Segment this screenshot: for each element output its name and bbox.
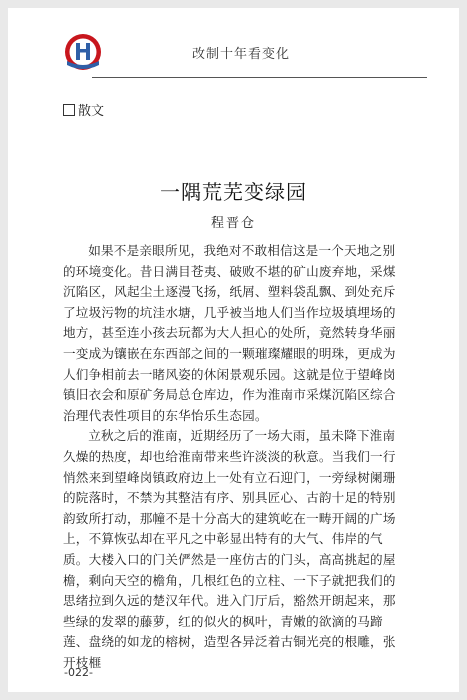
section-label-text: 散文 <box>78 104 105 119</box>
page-number: -022- <box>64 666 93 679</box>
header-divider <box>92 77 427 78</box>
paragraph: 如果不是亲眼所见，我绝对不敢相信这是一个天地之别的环境变化。昔日满目苍夷、破败不堪的矿山废弃地，采煤沉陷区，风起尘土逐漫飞扬，纸屑、塑料袋乱飘、到处充斥了垃圾污物的坑洼水塘，几乎被当地人们当作垃圾填埋场的地方，甚至连小孩去玩都为大人担心的处所，竟然转身华丽一变成为镶嵌在东西部之间的一颗璀璨耀眼的明珠，更成为人们争相前去一睹风姿的休闲景观乐园。这就是位于望峰岗镇旧衣会和原矿务局总仓库边，作为淮南市采煤沉陷区综合治理代表性项目的东华怡乐生态园。 <box>63 243 396 423</box>
book-page <box>8 8 459 692</box>
article-body <box>63 241 408 673</box>
paragraph: 立秋之后的淮南，近期经历了一场大雨，虽未降下淮南久燥的热度，却也给淮南带来些许淡淡的秋意。当我们一行悄然来到望峰岗镇政府边上一处有立石迎门，一旁绿树阑珊的院落时，不禁为其整洁有序、别具匠心、古韵十足的特别韵致所打动，那幢不是十分高大的建筑屹在一畴开阔的广场上，不算恢弘却在平凡之中彰显出特有的大气、伟岸的气质。大楼入口的门关俨然是一座仿古的门头，高高挑起的屋檐，剩向天空的檐角，几根红色的立柱、一下子就把我们的思绪拉到久远的楚汉年代。进入门厅后，豁然开朗起来，那些绿的发翠的藤萝，红的似火的枫叶，青嫩的欲滴的马蹄莲、盘绕的如龙的榕树，造型各异泛着古铜光亮的根雕，张开枝榧 <box>63 428 396 670</box>
checkbox-square-icon <box>63 104 75 116</box>
page-header <box>8 32 459 72</box>
header-title: 改制十年看变化 <box>192 47 291 62</box>
company-logo <box>62 32 104 72</box>
section-label <box>63 100 104 119</box>
article-author: 程晋仓 <box>210 216 256 231</box>
article-title: 一隅荒芜变绿园 <box>160 180 307 204</box>
